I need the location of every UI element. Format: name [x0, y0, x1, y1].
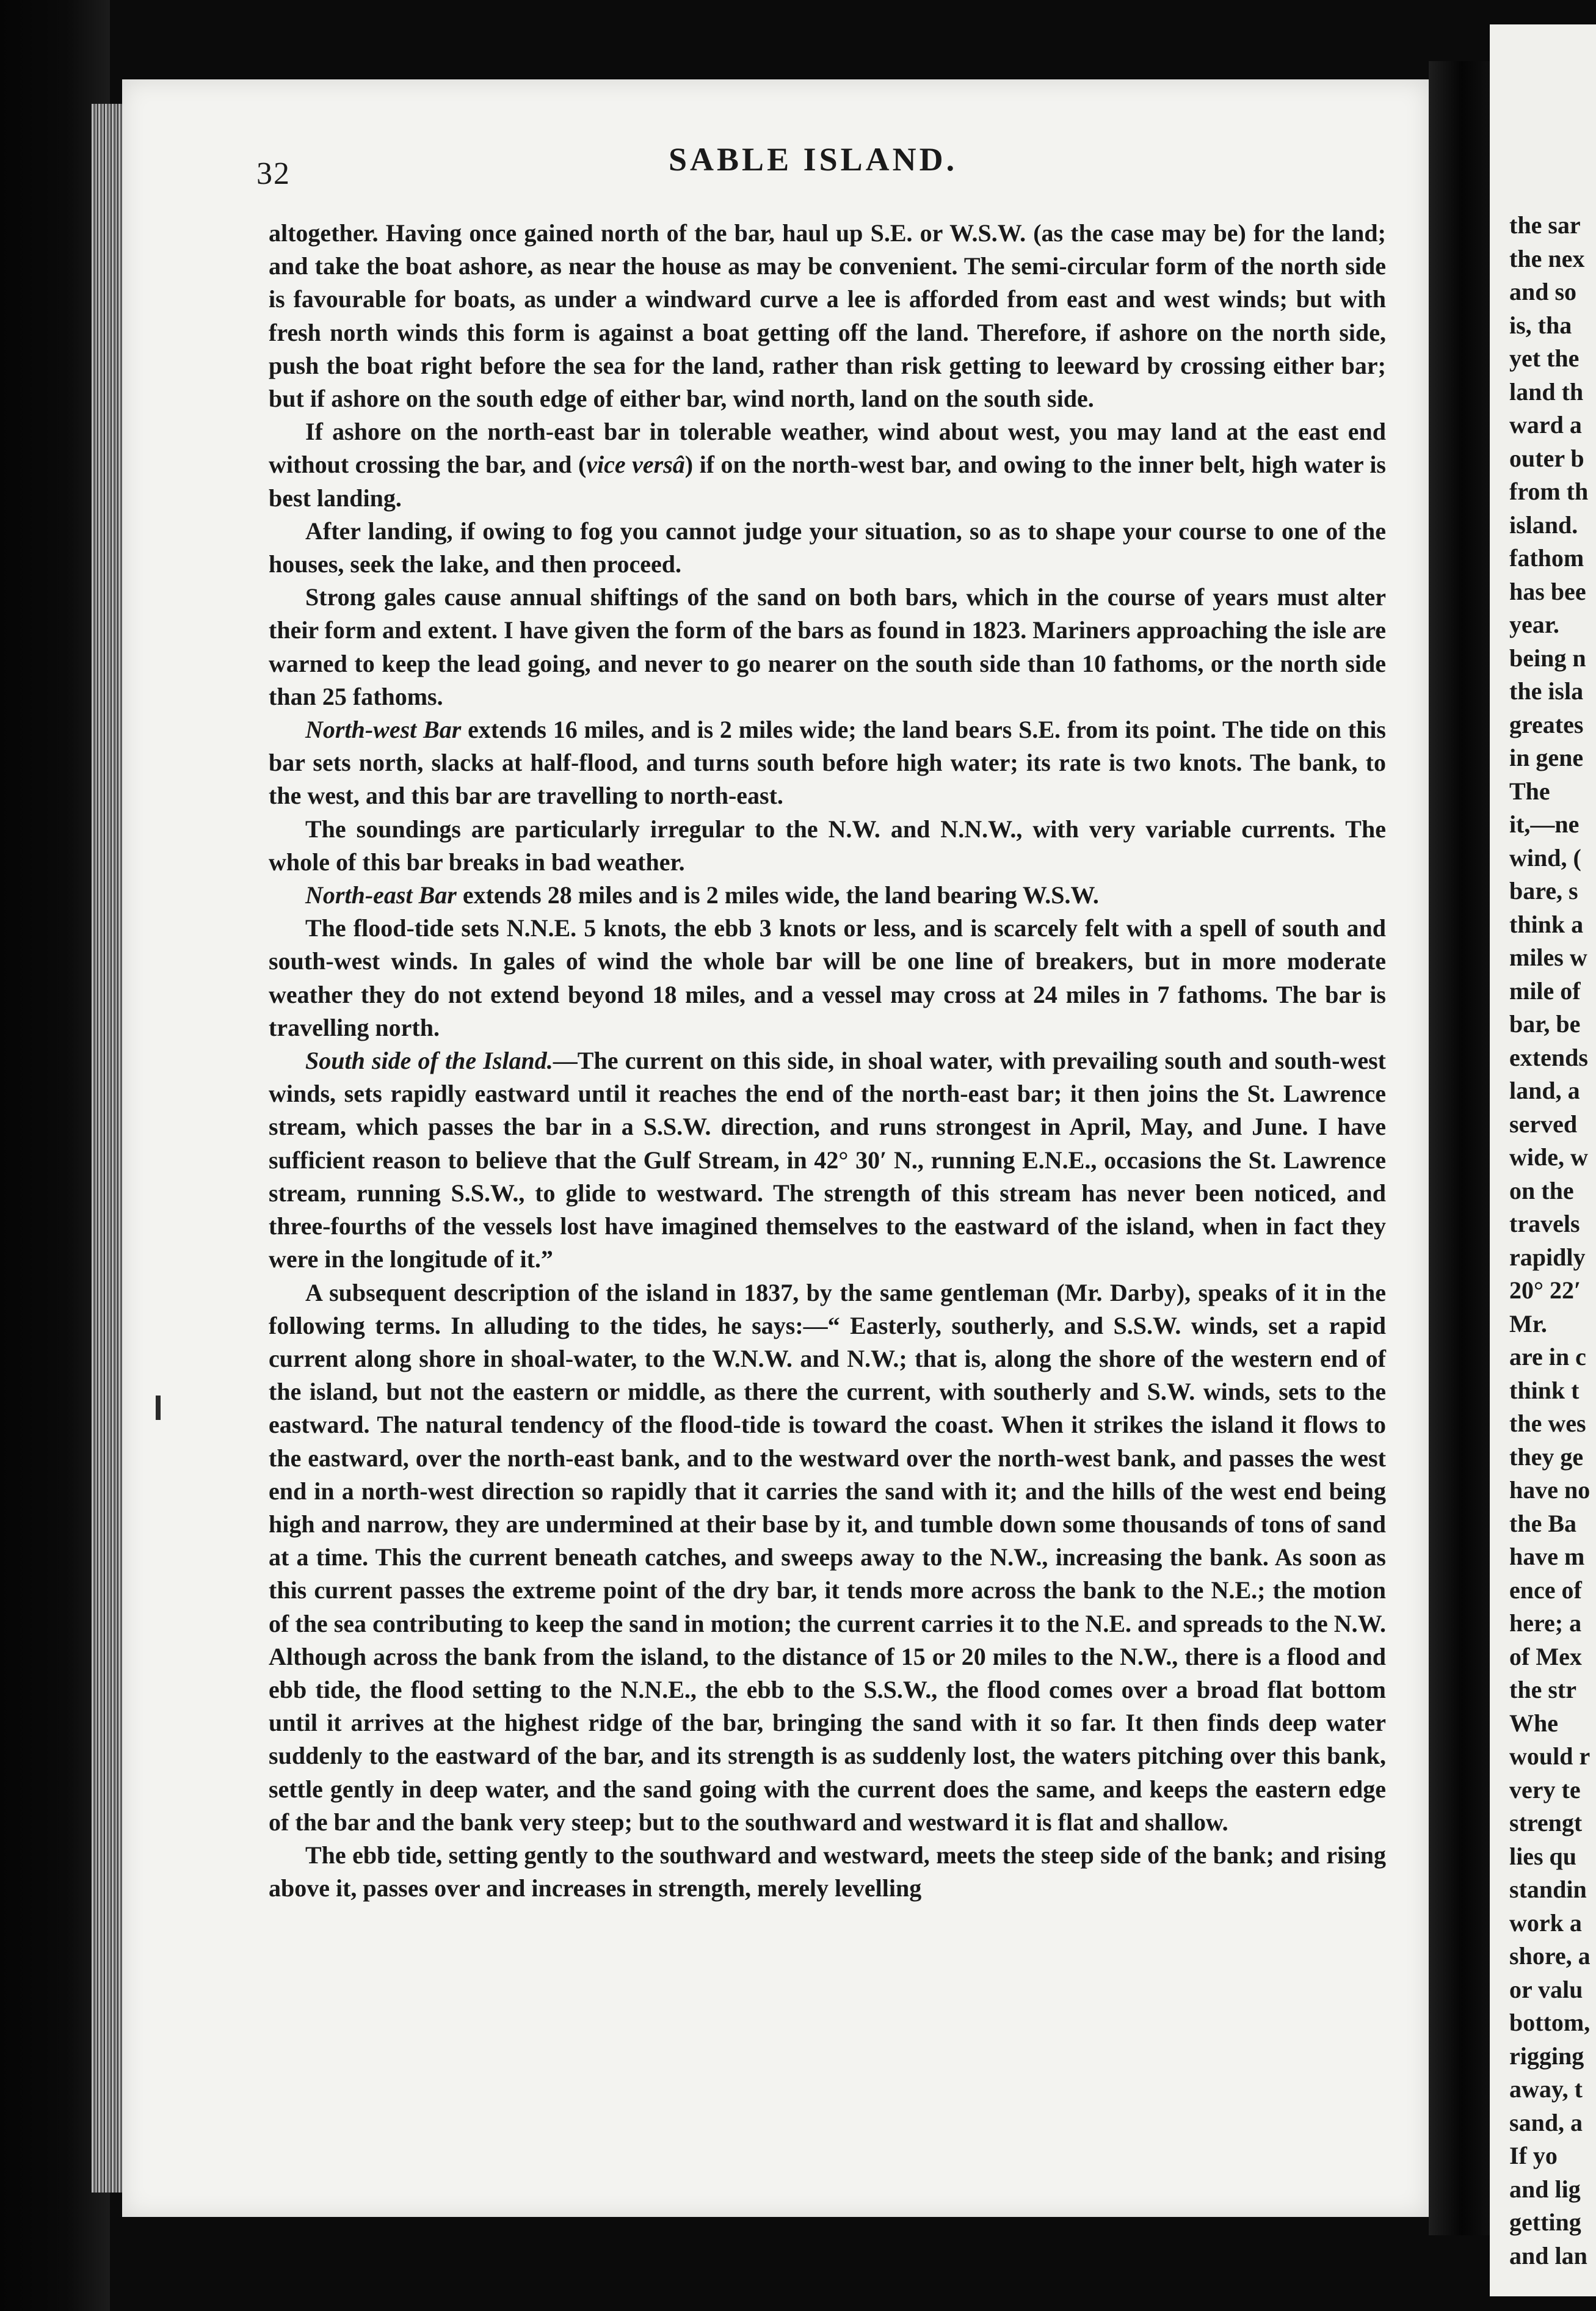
- facing-page-line: sand, a: [1509, 2108, 1583, 2136]
- paragraph: After landing, if owing to fog you cannot judge your situation, so as to shape your course to one of the houses, seek the lake, and then proceed.: [269, 517, 1386, 578]
- facing-page-line: they ge: [1509, 1443, 1584, 1471]
- facing-page-line: work a: [1509, 1909, 1582, 1937]
- facing-page-line: the wes: [1509, 1410, 1586, 1437]
- facing-page-line: think a: [1509, 910, 1584, 938]
- facing-page-line: or valu: [1509, 1975, 1583, 2003]
- paragraph: South side of the Island.—The current on this side, in shoal water, with prevailing south and south-west winds, sets rapidly eastward until it reaches the end of the north-east bar; it then joins the St. Lawrence stream, which passes the bar in a S.S.W. direction, and runs strongest in April, May, and June. I have sufficient reason to believe that the Gulf Stream, in 42° 30′ N., running E.N.E., occasions the St. Lawrence stream, running S.S.W., to glide to westward. The strength of this stream has never been noticed, and three-fourths of the vessels lost have imagined themselves to the eastward of the island, when in fact they were in the longitude of it.”: [269, 1047, 1386, 1273]
- facing-page-line: outer b: [1509, 444, 1584, 472]
- facing-page-line: getting: [1509, 2208, 1581, 2236]
- facing-page-line: in gene: [1509, 744, 1584, 771]
- facing-page-line: bare, s: [1509, 877, 1578, 904]
- facing-page-line: travels: [1509, 1210, 1580, 1237]
- paragraph: North-west Bar extends 16 miles, and is 2 miles wide; the land bears S.E. from its point. The tide on this bar sets north, slacks at half-flood, and turns south before high water; its rate is two knots. The bank, to the west, and this bar are travelling to north-east.: [269, 716, 1386, 810]
- facing-page-line: wide, w: [1509, 1143, 1588, 1171]
- facing-page-line: the sar: [1509, 211, 1581, 239]
- facing-page-line: Whe: [1509, 1709, 1558, 1737]
- facing-page-line: 20° 22′: [1509, 1276, 1581, 1304]
- paragraph: The flood-tide sets N.N.E. 5 knots, the ebb 3 knots or less, and is scarcely felt with a spell of south and south-west winds. In gales of wind the whole bar will be one line of breakers, but in more moderate weather they do not extend beyond 18 miles, and a vessel may cross at 24 miles in 7 fathoms. The bar is travelling north.: [269, 914, 1386, 1041]
- facing-page-line: bottom,: [1509, 2009, 1591, 2036]
- facing-page-line: from th: [1509, 478, 1589, 505]
- running-title: SABLE ISLAND.: [669, 141, 958, 178]
- facing-page-line: If yo: [1509, 2142, 1558, 2169]
- facing-page-line: here; a: [1509, 1609, 1582, 1637]
- page-number: 32: [256, 156, 291, 191]
- facing-page-line: away, t: [1509, 2075, 1583, 2103]
- facing-page-text: [1509, 209, 1596, 2273]
- facing-page-line: would r: [1509, 1742, 1591, 1770]
- facing-page-line: standin: [1509, 1876, 1587, 1903]
- facing-page-line: ence of: [1509, 1576, 1582, 1604]
- facing-page-line: Mr.: [1509, 1309, 1547, 1337]
- facing-page-line: have no: [1509, 1476, 1591, 1504]
- facing-page-line: think t: [1509, 1376, 1580, 1404]
- facing-page-line: is, tha: [1509, 311, 1572, 339]
- facing-page-line: served: [1509, 1110, 1578, 1138]
- main-text-column: [269, 217, 1386, 1905]
- facing-page-line: fathom: [1509, 544, 1584, 572]
- facing-page-line: on the: [1509, 1176, 1574, 1204]
- facing-page-line: island.: [1509, 511, 1578, 539]
- facing-page-line: strengt: [1509, 1809, 1583, 1836]
- facing-page-line: has bee: [1509, 577, 1586, 605]
- facing-page-line: rapidly: [1509, 1243, 1586, 1271]
- section-heading-south-side: South side of the Island.: [305, 1047, 553, 1075]
- facing-page-line: the str: [1509, 1676, 1576, 1703]
- facing-page-line: have m: [1509, 1543, 1585, 1570]
- facing-page-line: and lan: [1509, 2241, 1587, 2269]
- facing-page-line: yet the: [1509, 344, 1580, 372]
- section-heading-north-west-bar: North-west Bar: [305, 716, 462, 744]
- facing-page-line: the Ba: [1509, 1509, 1576, 1537]
- paragraph: The ebb tide, setting gently to the southward and westward, meets the steep side of the bank; and rising above it, passes over and increases in strength, merely levelling: [269, 1841, 1386, 1902]
- facing-page-line: ward a: [1509, 411, 1582, 439]
- facing-page-line: land, a: [1509, 1077, 1580, 1104]
- facing-page-line: and lig: [1509, 2175, 1581, 2203]
- paragraph: If ashore on the north-east bar in tolerable weather, wind about west, you may land at the east end without crossing the bar, and (vice versâ) if on the north-west bar, and owing to the inner belt, high water is best landing.: [269, 418, 1387, 512]
- facing-page-line: shore, a: [1509, 1942, 1591, 1970]
- facing-page-line: greates: [1509, 710, 1584, 738]
- facing-page-line: are in c: [1509, 1343, 1586, 1370]
- facing-page-line: bar, be: [1509, 1010, 1581, 1038]
- facing-page-line: the isla: [1509, 677, 1584, 705]
- paragraph: Strong gales cause annual shiftings of the sand on both bars, which in the course of years must alter their form and extent. I have given the form of the bars as found in 1823. Mariners approaching the isle are warned to keep the lead going, and never to go nearer on the south side than 10 fathoms, or the north side than 25 fathoms.: [269, 583, 1386, 710]
- facing-page-line: it,—ne: [1509, 810, 1580, 838]
- paragraph: North-east Bar extends 28 miles and is 2 miles wide, the land bearing W.S.W.: [305, 881, 1099, 909]
- facing-page-line: The: [1509, 777, 1550, 805]
- facing-page-line: being n: [1509, 644, 1586, 672]
- facing-page-line: very te: [1509, 1775, 1581, 1803]
- facing-page-line: miles w: [1509, 944, 1587, 971]
- facing-page-line: and so: [1509, 278, 1577, 305]
- facing-page-line: year.: [1509, 611, 1559, 638]
- facing-page-line: wind, (: [1509, 843, 1581, 872]
- margin-mark: [156, 1396, 161, 1420]
- section-heading-north-east-bar: North-east Bar: [305, 881, 457, 909]
- facing-page-line: rigging: [1509, 2042, 1584, 2070]
- facing-page-line: lies qu: [1509, 1842, 1577, 1870]
- paragraph: altogether. Having once gained north of the bar, haul up S.E. or W.S.W. (as the case may be) for the land; and take the boat ashore, as near the house as may be convenient. The semi-circular form of the north side is favourable for boats, as under a windward curve a lee is afforded from east and west winds; but with fresh north winds this form is against a boat getting off the land. Therefore, if ashore on the north side, push the boat right before the sea for the land, rather than risk getting to leeward by crossing either bar; but if ashore on the south edge of either bar, wind north, land on the south side.: [269, 219, 1386, 413]
- paragraph: A subsequent description of the island in 1837, by the same gentleman (Mr. Darby), speaks of it in the following terms. In alluding to the tides, he says:—“ Easterly, southerly, and S.S.W. winds, set a rapid current along shore in shoal-water, to the W.N.W. and N.W.; that is, along the shore of the western end of the island, but not the eastern or middle, as there the current, with southerly and S.W. winds, sets to the eastward. The natural tendency of the flood-tide is toward the coast. When it strikes the island it flows to the eastward, over the north-east bank, and to the westward over the north-west bank, and passes the west end in a north-west direction so rapidly that it carries the sand with it; and the hills of the west end being high and narrow, they are undermined at their base by it, and tumble down some thousands of tons of sand at a time. This the current beneath catches, and sweeps away to the N.W., increasing the bank. As soon as this current passes the extreme point of the dry bar, it tends more across the bank to the N.E.; the motion of the sea contributing to keep the sand in motion; the current carries it to the N.E. and spreads to the N.W. Although across the bank from the island, to the distance of 15 or 20 miles to the N.W., there is a flood and ebb tide, the flood setting to the N.N.E., the ebb to the S.S.W., the flood comes over a broad flat bottom until it arrives at the highest ridge of the bar, bringing the sand with it so far. It then finds deep water suddenly to the eastward of the bar, and its strength is as suddenly lost, the waters pitching over this bank, settle gently in deep water, and the sand going with the current does the same, and keeps the eastern edge of the bar and the bank very steep; but to the southward and westward it is flat and shallow.: [269, 1278, 1386, 1836]
- facing-page-line: land th: [1509, 377, 1584, 406]
- facing-page-line: extends: [1509, 1043, 1588, 1071]
- facing-page-line: mile of: [1509, 977, 1581, 1005]
- facing-page-line: of Mex: [1509, 1642, 1582, 1670]
- paragraph: The soundings are particularly irregular to the N.W. and N.N.W., with very variable currents. The whole of this bar breaks in bad weather.: [269, 815, 1386, 876]
- facing-page-line: the nex: [1509, 244, 1585, 272]
